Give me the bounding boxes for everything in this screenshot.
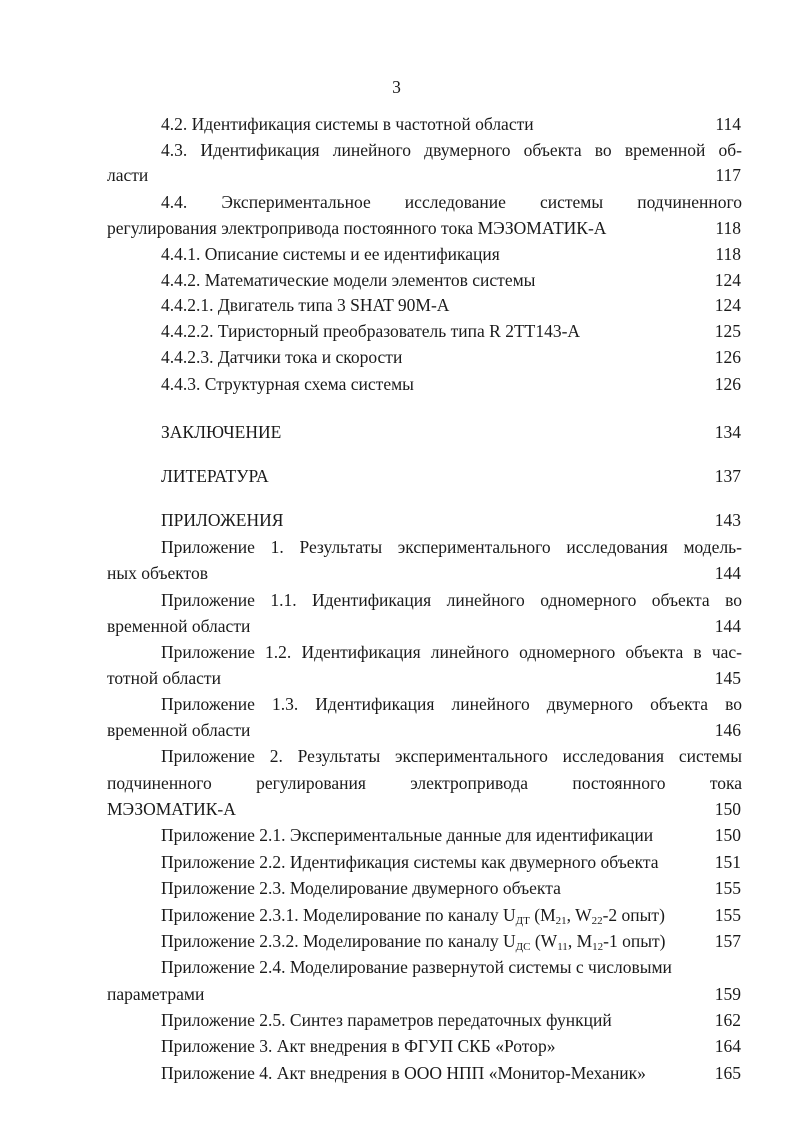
entry-text: Приложение 2. Результаты экспериментального исследования системы	[161, 746, 742, 766]
entry-text: Приложение 3. Акт внедрения в ФГУП СКБ «Ротор»	[161, 1036, 556, 1056]
toc-page-number: 150	[714, 799, 741, 819]
toc-entry-line	[161, 243, 500, 265]
entry-text: Приложение 2.5. Синтез параметров передаточных функций	[161, 1010, 612, 1030]
toc-entry-line	[161, 956, 672, 978]
toc-entry-line	[161, 465, 269, 487]
entry-text: 4.4.2.3. Датчики тока и скорости	[161, 347, 403, 367]
toc-entry-line	[161, 904, 665, 926]
entry-text: (M	[529, 905, 556, 925]
entry-text: 4.4.1. Описание системы и ее идентификация	[161, 244, 500, 264]
toc-entry-line	[161, 509, 283, 531]
toc-entry-line	[161, 191, 742, 213]
toc-entry-line	[161, 824, 653, 846]
toc-entry-line	[161, 113, 534, 135]
entry-text: Приложение 1.3. Идентификация линейного двумерного объекта во	[161, 694, 742, 714]
toc-entry-line	[107, 798, 236, 820]
toc-entry-line	[161, 320, 580, 342]
toc-page-number: 145	[714, 668, 741, 688]
toc-entry-line	[161, 930, 665, 952]
entry-text: , M	[567, 931, 593, 951]
entry-text: ласти	[107, 165, 149, 185]
toc-page-number: 137	[714, 466, 741, 486]
entry-text: 4.2. Идентификация системы в частотной области	[161, 114, 534, 134]
toc-entry-line	[161, 421, 281, 443]
toc-page-number: 134	[714, 422, 741, 442]
entry-text: регулирования электропривода постоянного тока МЭЗОМАТИК-А	[107, 218, 607, 238]
entry-text: тотной области	[107, 668, 221, 688]
entry-text: 4.3. Идентификация линейного двумерного объекта во временной об-	[161, 140, 742, 160]
entry-text: Приложение 2.3.2. Моделирование по каналу U	[161, 931, 516, 951]
entry-text: Приложение 2.3. Моделирование двумерного объекта	[161, 878, 561, 898]
entry-text: -2 опыт)	[602, 905, 665, 925]
toc-entry-line	[107, 772, 742, 794]
toc-entry-line	[161, 536, 742, 558]
entry-text: 4.4.2. Математические модели элементов системы	[161, 270, 536, 290]
toc-entry-line	[161, 589, 742, 611]
entry-text: Приложение 2.2. Идентификация системы как двумерного объекта	[161, 852, 659, 872]
entry-text: 4.4.2.2. Тиристорный преобразователь типа R 2TT143-A	[161, 321, 581, 341]
entry-text: Приложение 1. Результаты экспериментального исследования модель-	[161, 537, 742, 557]
toc-entry-line	[107, 719, 250, 741]
entry-text: 4.4.2.1. Двигатель типа 3 SHAT 90M-A	[161, 295, 450, 315]
toc-entry-line	[161, 373, 414, 395]
toc-entry-line	[161, 877, 561, 899]
entry-text: Приложение 1.1. Идентификация линейного одномерного объекта во	[161, 590, 742, 610]
entry-subscript: ДС	[515, 941, 531, 953]
entry-text: временной области	[107, 616, 251, 636]
toc-entry-line	[107, 562, 208, 584]
toc-page-number: 126	[714, 347, 741, 367]
entry-text: ПРИЛОЖЕНИЯ	[161, 510, 284, 530]
entry-text: Приложение 1.2. Идентификация линейного одномерного объекта в час-	[161, 642, 742, 662]
toc-page-number: 126	[714, 374, 741, 394]
toc-page-number: 144	[714, 563, 741, 583]
entry-text: 4.4.3. Структурная схема системы	[161, 374, 414, 394]
toc-page-number: 114	[715, 114, 741, 134]
toc-entry-line	[107, 164, 148, 186]
entry-subscript: 22	[591, 915, 603, 927]
entry-subscript: ДТ	[515, 915, 530, 927]
toc-page-number: 150	[714, 825, 741, 845]
entry-text: МЭЗОМАТИК-А	[107, 799, 236, 819]
entry-text: (W	[530, 931, 558, 951]
toc-entry-line	[161, 139, 742, 161]
toc-page-number: 124	[714, 270, 741, 290]
toc-page-number: 157	[714, 931, 741, 951]
entry-text: Приложение 2.1. Экспериментальные данные для идентификации	[161, 825, 654, 845]
entry-text: ЛИТЕРАТУРА	[161, 466, 269, 486]
entry-text: ЗАКЛЮЧЕНИЕ	[161, 422, 282, 442]
entry-subscript: 21	[555, 915, 567, 927]
entry-text: ных объектов	[107, 563, 208, 583]
toc-page-number: 146	[714, 720, 741, 740]
entry-text: , W	[566, 905, 592, 925]
toc-entry-line	[107, 667, 221, 689]
toc-entry-line	[161, 693, 742, 715]
toc-page-number: 144	[714, 616, 741, 636]
toc-page-number: 143	[714, 510, 741, 530]
toc-entry-line	[161, 294, 449, 316]
toc-page-number: 155	[714, 878, 741, 898]
toc-entry-line	[107, 217, 606, 239]
toc-entry-line	[161, 269, 535, 291]
toc-page-number: 118	[715, 244, 741, 264]
toc-page-number: 159	[714, 984, 741, 1004]
toc-entry-line	[161, 745, 742, 767]
toc-page-number: 164	[714, 1036, 741, 1056]
toc-page-number: 155	[714, 905, 741, 925]
toc-page-number: 117	[715, 165, 741, 185]
entry-subscript: 11	[557, 941, 568, 953]
entry-text: параметрами	[107, 984, 205, 1004]
toc-page-number: 125	[714, 321, 741, 341]
entry-text: 4.4. Экспериментальное исследование системы подчиненного	[161, 192, 742, 212]
page-number: 3	[392, 77, 401, 97]
entry-subscript: 12	[592, 941, 604, 953]
toc-entry-line	[161, 1062, 646, 1084]
toc-page-number: 165	[714, 1063, 741, 1083]
toc-page-number: 162	[714, 1010, 741, 1030]
entry-text: -1 опыт)	[603, 931, 666, 951]
toc-entry-line	[161, 641, 742, 663]
toc-page-number: 118	[715, 218, 741, 238]
entry-text: Приложение 2.3.1. Моделирование по каналу U	[161, 905, 516, 925]
toc-entry-line	[107, 983, 204, 1005]
toc-entry-line	[161, 851, 658, 873]
entry-text: Приложение 2.4. Моделирование развернутой системы с числовыми	[161, 957, 672, 977]
entry-text: подчиненного регулирования электропривода постоянного тока	[107, 773, 742, 793]
toc-entry-line	[107, 615, 250, 637]
toc-entry-line	[161, 1009, 612, 1031]
toc-entry-line	[161, 1035, 555, 1057]
entry-text: временной области	[107, 720, 251, 740]
toc-page-number: 124	[714, 295, 741, 315]
toc-page-number: 151	[714, 852, 741, 872]
entry-text: Приложение 4. Акт внедрения в ООО НПП «Монитор-Механик»	[161, 1063, 646, 1083]
toc-entry-line	[161, 346, 402, 368]
